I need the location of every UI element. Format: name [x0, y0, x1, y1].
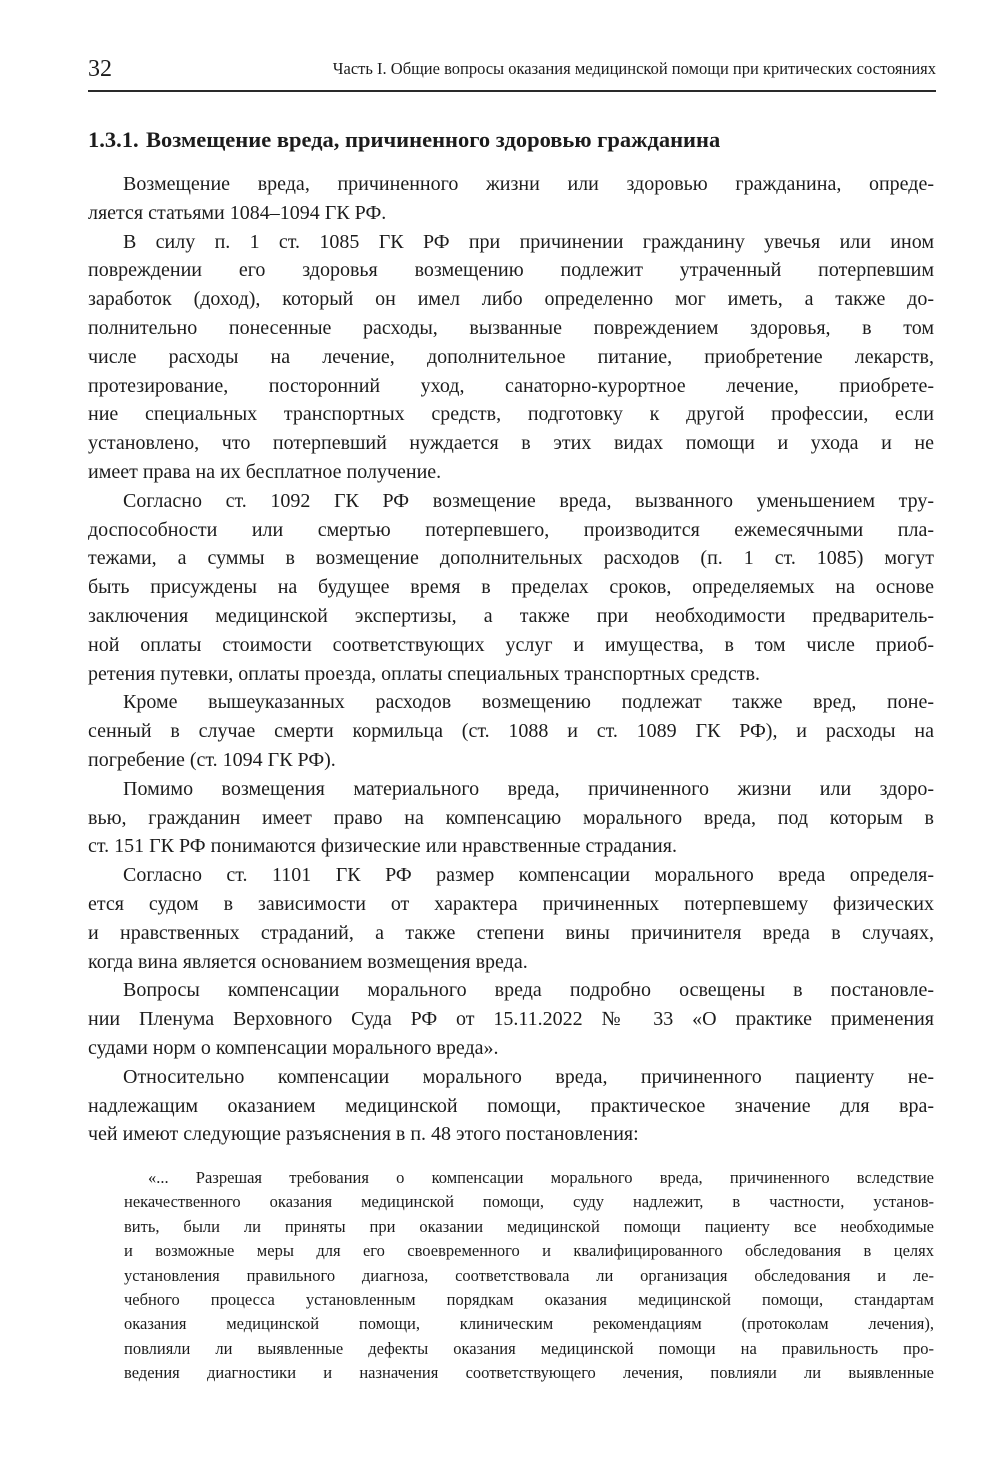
paragraph-line: полнительно понесенные расходы, вызванные повреждением здоровья, в том	[88, 316, 934, 339]
paragraph-line: ляется статьями 1084–1094 ГК РФ.	[88, 201, 387, 224]
paragraph-line: повреждении его здоровья возмещению подлежит утраченный потерпевшим	[88, 259, 934, 282]
quote-line: некачественного оказания медицинской помощи, суду надлежит, в частности, установ-	[124, 1192, 934, 1212]
paragraph-line: Согласно ст. 1092 ГК РФ возмещение вреда, вызванного уменьшением тру-	[123, 489, 934, 512]
running-title: Часть I. Общие вопросы оказания медицинской помощи при критических состояниях	[332, 59, 936, 78]
paragraph-line: имеет права на их бесплатное получение.	[88, 460, 442, 483]
quote-line: оказания медицинской помощи, клиническим рекомендациям (протоколам лечения),	[124, 1314, 934, 1334]
paragraph-line: быть присуждены на будущее время в пределах сроков, определяемых на основе	[88, 576, 934, 599]
paragraph	[88, 228, 934, 487]
paragraph-line: В силу п. 1 ст. 1085 ГК РФ при причинении гражданину увечья или ином	[123, 230, 934, 253]
section-title: Возмещение вреда, причиненного здоровью гражданина	[146, 127, 721, 152]
paragraph-line: сенный в случае смерти кормильца (ст. 1088 и ст. 1089 ГК РФ), и расходы на	[88, 720, 934, 743]
quote-line: установления правильного диагноза, соответствовала ли организация обследования и ле-	[124, 1265, 934, 1285]
quote-line: чебного процесса установленным порядкам оказания медицинской помощи, стандартам	[124, 1289, 934, 1309]
paragraph-line: чей имеют следующие разъяснения в п. 48 этого постановления:	[88, 1123, 639, 1146]
quote-line: повлияли ли выявленные дефекты оказания медицинской помощи на правильность про-	[124, 1338, 934, 1358]
paragraph	[88, 487, 934, 689]
paragraph-line: Помимо возмещения материального вреда, причиненного жизни или здоро-	[123, 777, 934, 800]
quote-line: ведения диагностики и назначения соответствующего лечения, повлияли ли выявленные	[124, 1363, 934, 1383]
paragraph-line: Возмещение вреда, причиненного жизни или здоровью гражданина, опреде-	[123, 173, 934, 195]
quote-line: «... Разрешая требования о компенсации морального вреда, причиненного вследствие	[148, 1168, 934, 1187]
paragraph-line: погребение (ст. 1094 ГК РФ).	[88, 748, 336, 771]
paragraph-line: нии Пленума Верховного Суда РФ от 15.11.2022 № 33 «О практике применения	[88, 1008, 934, 1031]
paragraph-line: надлежащим оказанием медицинской помощи, практическое значение для вра-	[88, 1094, 934, 1117]
paragraph-line: протезирование, посторонний уход, санаторно-курортное лечение, приобрете-	[88, 374, 934, 397]
paragraph-line: ется судом в зависимости от характера причиненных потерпевшему физических	[88, 892, 934, 915]
paragraph-line: и нравственных страданий, а также степени вины причинителя вреда в случаях,	[88, 921, 934, 944]
paragraph-line: Вопросы компенсации морального вреда подробно освещены в постановле-	[123, 979, 934, 1002]
paragraph-line: установлено, что потерпевший нуждается в этих видах помощи и ухода и не	[88, 432, 934, 455]
paragraph-line: Кроме вышеуказанных расходов возмещению подлежат также вред, поне-	[123, 691, 934, 714]
paragraph	[88, 775, 934, 861]
paragraph-line: ст. 151 ГК РФ понимаются физические или нравственные страдания.	[88, 835, 677, 858]
page-header	[88, 54, 936, 88]
paragraph-line: тежами, а суммы в возмещение дополнительных расходов (п. 1 ст. 1085) могут	[88, 547, 934, 570]
quote-line: вить, были ли приняты при оказании медицинской помощи пациенту все необходимые	[124, 1216, 934, 1236]
section-number: 1.3.1.	[88, 127, 139, 152]
header-divider	[88, 90, 936, 92]
page-number: 32	[88, 56, 112, 82]
paragraph-line: заработок (доход), который он имел либо определенно мог иметь, а также до-	[88, 288, 934, 311]
block-quote	[124, 1166, 934, 1386]
paragraph-line: ние специальных транспортных средств, подготовку к другой профессии, если	[88, 403, 934, 426]
paragraph-line: когда вина является основанием возмещения вреда.	[88, 950, 528, 973]
paragraph	[88, 170, 934, 228]
paragraph-line: доспособности или смертью потерпевшего, производится ежемесячными пла-	[88, 518, 934, 541]
paragraph-line: судами норм о компенсации морального вреда».	[88, 1036, 499, 1059]
paragraph	[88, 976, 934, 1062]
section-heading	[88, 126, 720, 154]
paragraph-line: вью, гражданин имеет право на компенсацию морального вреда, под которым в	[88, 806, 934, 829]
paragraph-line: Согласно ст. 1101 ГК РФ размер компенсации морального вреда определя-	[123, 864, 934, 887]
paragraph	[88, 861, 934, 976]
paragraph	[88, 688, 934, 774]
body-text	[88, 170, 934, 1149]
paragraph-line: ретения путевки, оплаты проезда, оплаты специальных транспортных средств.	[88, 662, 761, 685]
paragraph-line: ной оплаты стоимости соответствующих услуг и имущества, в том числе приоб-	[88, 633, 934, 656]
paragraph	[88, 1063, 934, 1149]
paragraph-line: заключения медицинской экспертизы, а также при необходимости предваритель-	[88, 604, 934, 627]
paragraph-line: числе расходы на лечение, дополнительное питание, приобретение лекарств,	[88, 345, 934, 368]
paragraph-line: Относительно компенсации морального вреда, причиненного пациенту не-	[123, 1065, 934, 1088]
quote-line: и возможные меры для его своевременного и квалифицированного обследования в целях	[124, 1241, 934, 1261]
